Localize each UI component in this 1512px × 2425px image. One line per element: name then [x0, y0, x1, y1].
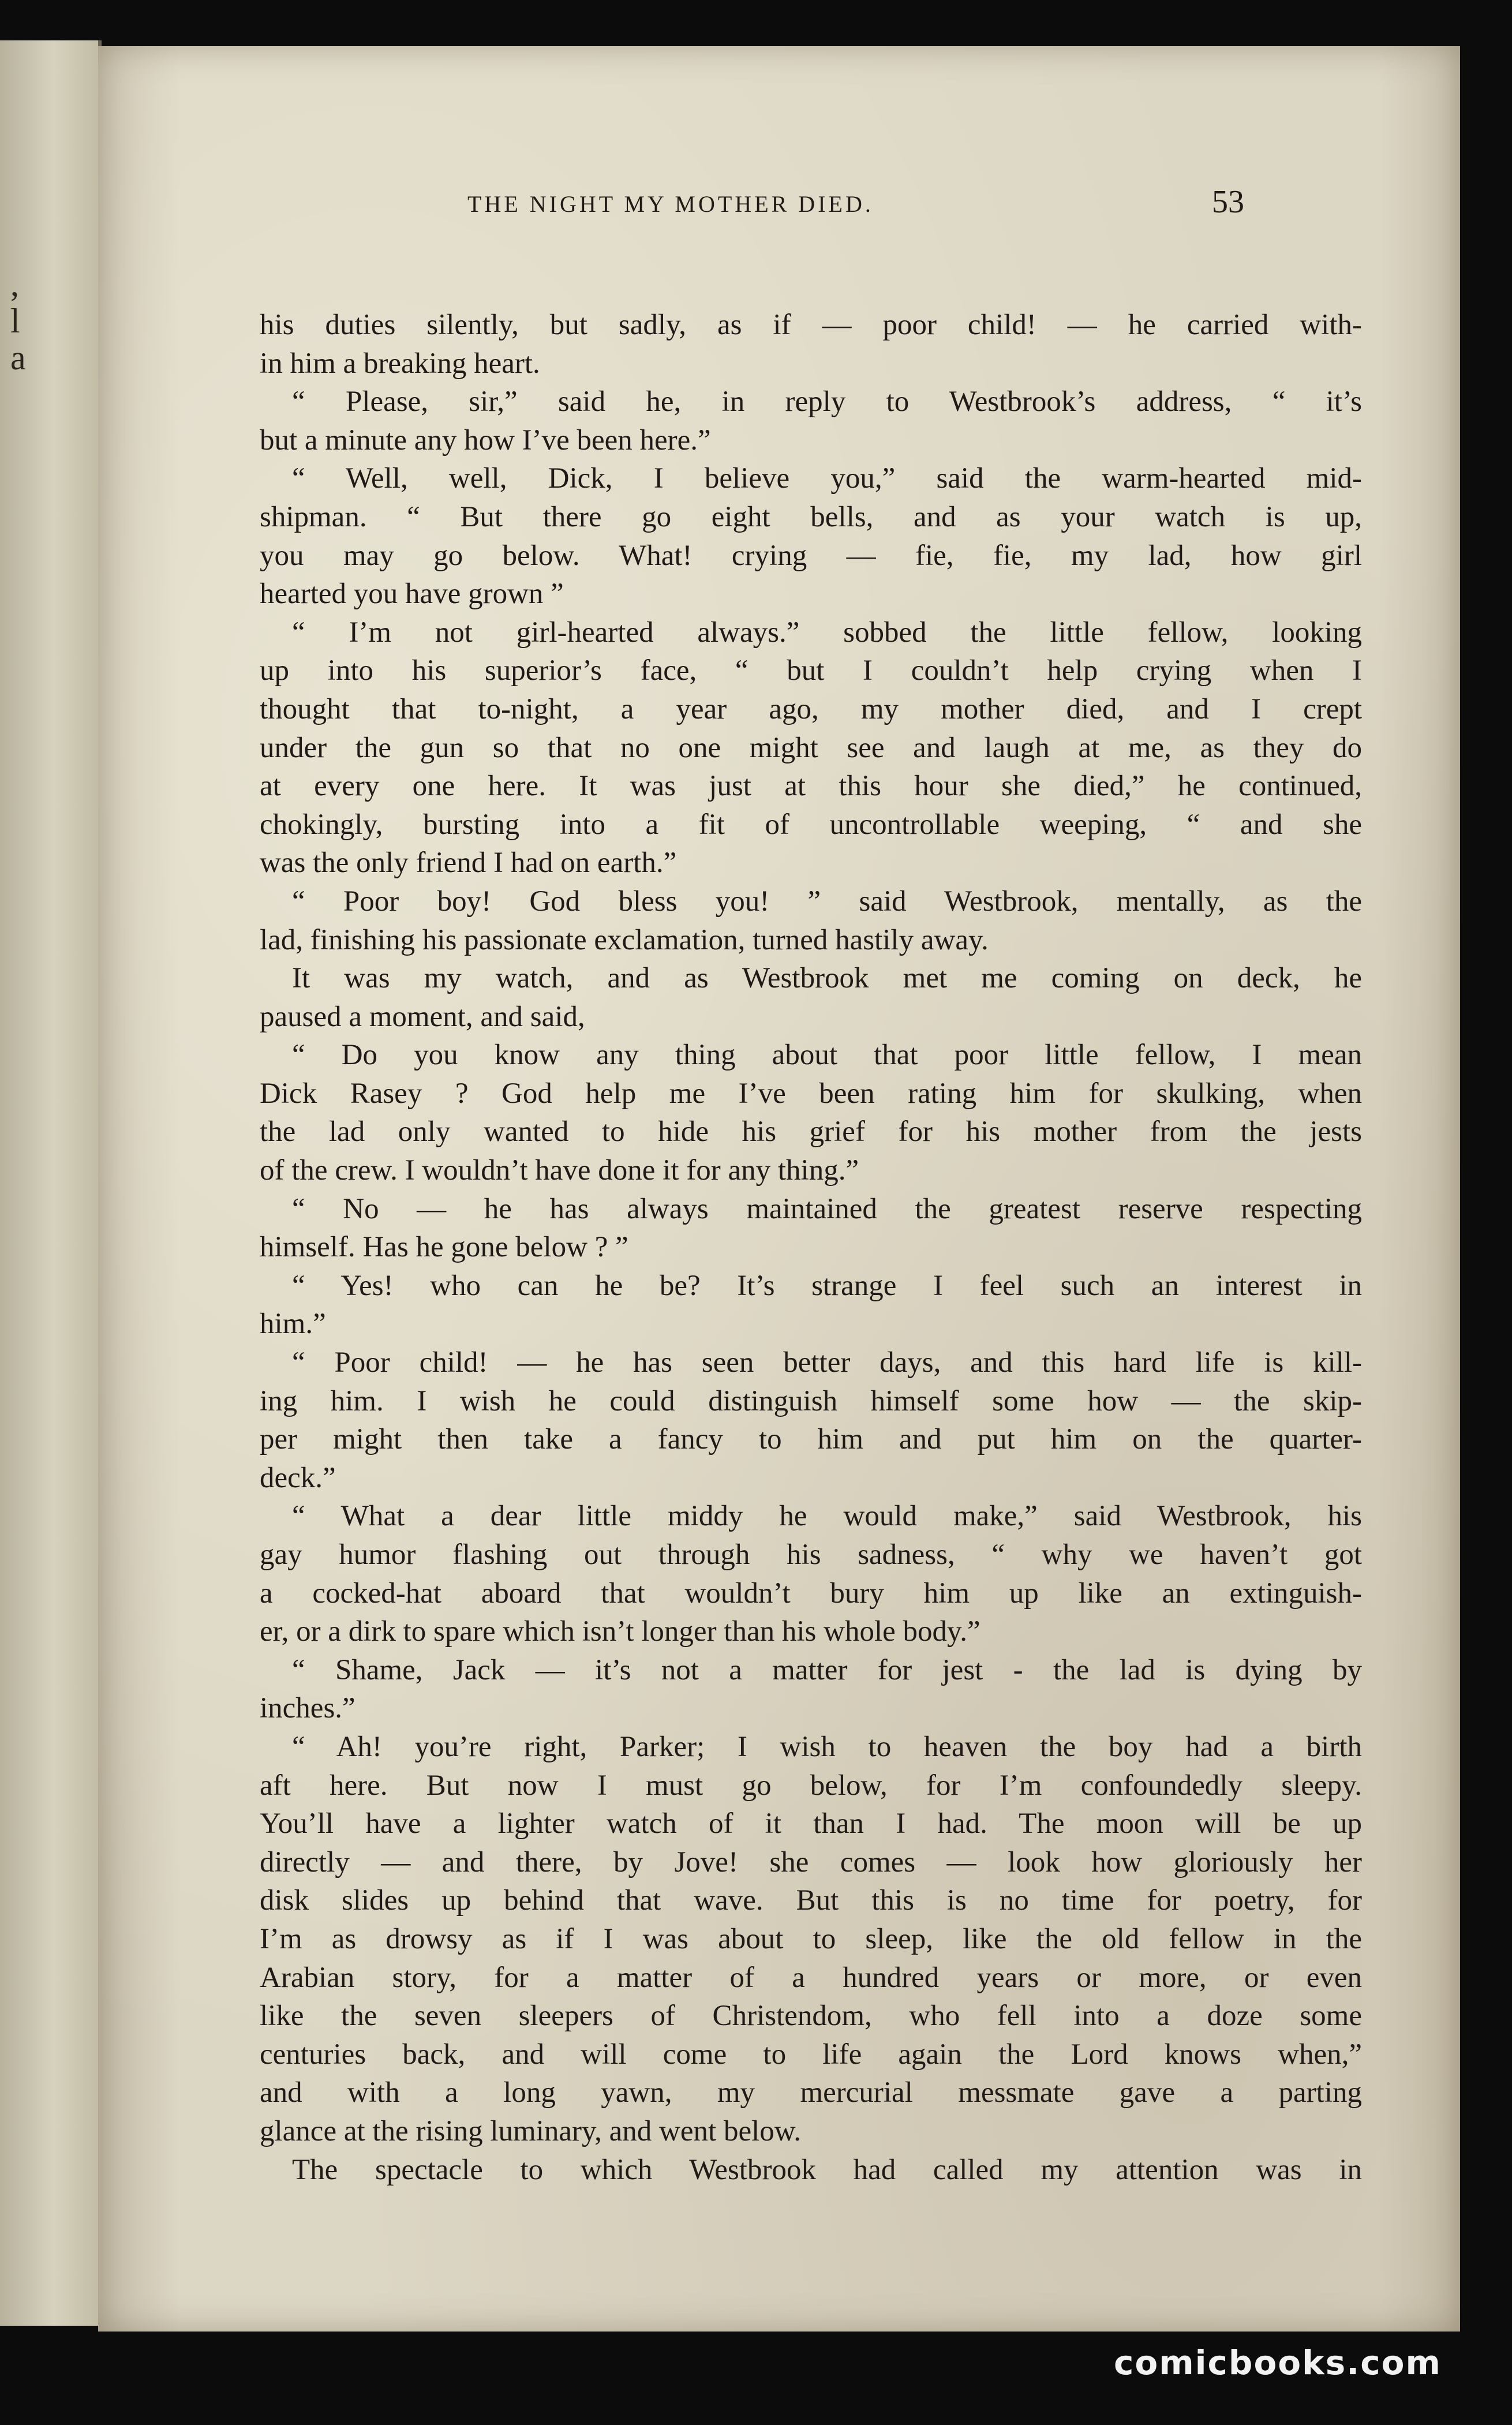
text-line: “ Poor boy! God bless you! ” said Westbrook, mentally, as the [292, 885, 1362, 918]
text-line: “ Please, sir,” said he, in reply to Westbrook’s address, “ it’s [292, 386, 1362, 418]
text-line: It was my watch, and as Westbrook met me coming on deck, he [292, 962, 1362, 995]
text-line: of the crew. I wouldn’t have done it for any thing.” [260, 1154, 859, 1187]
text-line: him.” [260, 1308, 326, 1341]
text-line: “ Do you know any thing about that poor little fellow, I mean [292, 1039, 1362, 1072]
text-line: chokingly, bursting into a fit of uncontrollable weeping, “ and she [260, 808, 1362, 841]
text-line: thought that to-night, a year ago, my mother died, and I crept [260, 693, 1362, 725]
text-line: paused a moment, and said, [260, 1000, 585, 1033]
text-line: and with a long yawn, my mercurial messmate gave a parting [260, 2076, 1362, 2109]
text-line: “ Yes! who can he be? It’s strange I feel such an interest in [292, 1269, 1362, 1302]
body-text [260, 306, 1362, 2189]
text-line: himself. Has he gone below ? ” [260, 1231, 628, 1264]
text-line: “ Shame, Jack — it’s not a matter for jest - the lad is dying by [292, 1653, 1362, 1686]
text-line: his duties silently, but sadly, as if — poor child! — he carried with- [260, 309, 1362, 341]
text-line: “ Well, well, Dick, I believe you,” said the warm-hearted mid- [292, 462, 1362, 495]
text-line: at every one here. It was just at this hour she died,” he continued, [260, 770, 1362, 803]
text-line: centuries back, and will come to life again the Lord knows when,” [260, 2038, 1362, 2071]
page-header [98, 180, 1460, 226]
text-line: a cocked-hat aboard that wouldn’t bury him up like an extinguish- [260, 1577, 1362, 1610]
facing-page-edge [0, 40, 102, 2326]
text-line: ing him. I wish he could distinguish himself some how — the skip- [260, 1384, 1362, 1417]
text-line: er, or a dirk to spare which isn’t longer than his whole body.” [260, 1615, 980, 1648]
text-line: “ What a dear little middy he would make,” said Westbrook, his [292, 1500, 1362, 1533]
text-line: “ Ah! you’re right, Parker; I wish to heaven the boy had a birth [292, 1730, 1362, 1763]
text-line: “ No — he has always maintained the greatest reserve respecting [292, 1192, 1362, 1225]
text-line: “ I’m not girl-hearted always.” sobbed the little fellow, looking [292, 616, 1362, 649]
text-line: directly — and there, by Jove! she comes — look how gloriously her [260, 1846, 1362, 1878]
running-title: THE NIGHT MY MOTHER DIED. [467, 191, 874, 217]
text-line: The spectacle to which Westbrook had called my attention was in [292, 2153, 1362, 2186]
text-line: Arabian story, for a matter of a hundred years or more, or even [260, 1961, 1362, 1994]
text-line: deck.” [260, 1461, 336, 1494]
text-line: aft here. But now I must go below, for I’m confoundedly sleepy. [260, 1769, 1362, 1802]
text-line: up into his superior’s face, “ but I couldn’t help crying when I [260, 654, 1362, 687]
text-line: shipman. “ But there go eight bells, and as your watch is up, [260, 500, 1362, 533]
text-line: but a minute any how I’ve been here.” [260, 424, 711, 456]
text-line: the lad only wanted to hide his grief for his mother from the jests [260, 1116, 1362, 1148]
text-line: “ Poor child! — he has seen better days, and this hard life is kill- [292, 1346, 1362, 1379]
text-line: You’ll have a lighter watch of it than I had. The moon will be up [260, 1807, 1362, 1840]
text-line: disk slides up behind that wave. But this is no time for poetry, for [260, 1884, 1362, 1917]
text-line: I’m as drowsy as if I was about to sleep, like the old fellow in the [260, 1922, 1362, 1955]
text-line: under the gun so that no one might see and laugh at me, as they do [260, 731, 1362, 764]
text-line: was the only friend I had on earth.” [260, 847, 677, 880]
text-line: like the seven sleepers of Christendom, who fell into a doze some [260, 2000, 1362, 2033]
book-page [98, 46, 1460, 2332]
text-line: in him a breaking heart. [260, 347, 540, 380]
text-line: Dick Rasey ? God help me I’ve been rating him for skulking, when [260, 1077, 1362, 1110]
text-line: per might then take a fancy to him and put him on the quarter- [260, 1423, 1362, 1456]
facing-page-marks: , l a [10, 265, 26, 377]
text-line: you may go below. What! crying — fie, fie, my lad, how girl [260, 539, 1362, 572]
text-line: hearted you have grown ” [260, 578, 564, 611]
text-line: glance at the rising luminary, and went below. [260, 2115, 802, 2147]
text-line: gay humor flashing out through his sadness, “ why we haven’t got [260, 1539, 1362, 1571]
text-line: inches.” [260, 1692, 355, 1725]
text-line: lad, finishing his passionate exclamation, turned hastily away. [260, 923, 989, 956]
watermark-logo: comicbooks.com [1114, 2343, 1442, 2382]
page-number: 53 [1212, 184, 1244, 220]
